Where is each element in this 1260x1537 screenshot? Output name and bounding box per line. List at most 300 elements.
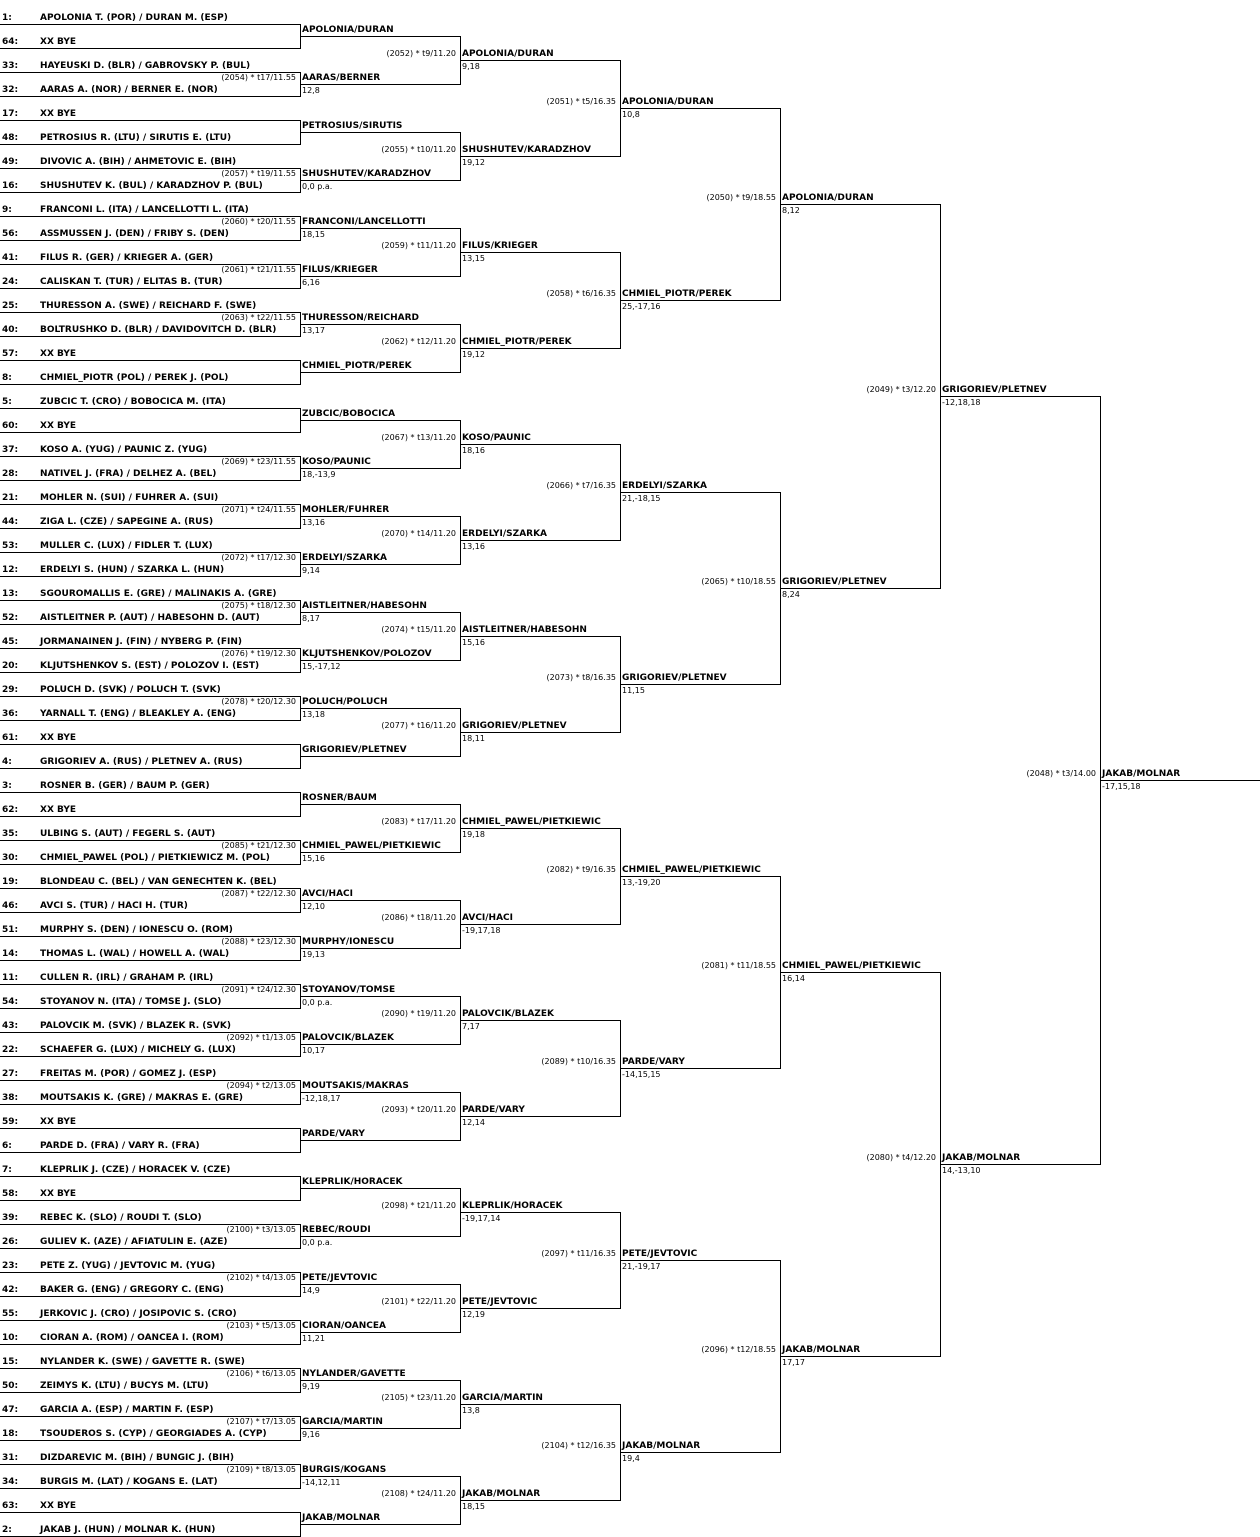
entry-name: XX BYE <box>40 1117 77 1127</box>
winner-line <box>300 372 461 373</box>
winner-line <box>300 1428 461 1429</box>
entry-seed: 58: <box>2 1189 19 1199</box>
match-score: 18,11 <box>462 734 485 743</box>
match-winner: PETE/JEVTOVIC <box>302 1273 378 1283</box>
entry-seed: 17: <box>2 109 19 119</box>
winner-line <box>460 1404 621 1405</box>
entry-seed: 49: <box>2 157 19 167</box>
match-info: (2048) * t3/14.00 <box>1026 769 1096 778</box>
winner-line <box>300 564 461 565</box>
match-info: (2091) * t24/12.30 <box>221 985 296 994</box>
match-winner: ERDELYI/SZARKA <box>622 481 708 491</box>
entry-line <box>0 912 301 913</box>
match-score: 13,8 <box>462 1406 480 1415</box>
entry-name: AARAS A. (NOR) / BERNER E. (NOR) <box>40 85 218 95</box>
match-info: (2066) * t7/16.35 <box>546 481 616 490</box>
match-info: (2082) * t9/16.35 <box>546 865 616 874</box>
match-score: 8,24 <box>782 590 800 599</box>
match-winner: GRIGORIEV/PLETNEV <box>782 577 887 587</box>
match-winner: MURPHY/IONESCU <box>302 937 395 947</box>
entry-name: FILUS R. (GER) / KRIEGER A. (GER) <box>40 253 214 263</box>
entry-seed: 15: <box>2 1357 19 1367</box>
match-info: (2069) * t23/11.55 <box>221 457 296 466</box>
entry-name: AISTLEITNER P. (AUT) / HABESOHN D. (AUT) <box>40 613 260 623</box>
match-score: 12,10 <box>302 902 325 911</box>
entry-name: XX BYE <box>40 805 77 815</box>
entry-name: BURGIS M. (LAT) / KOGANS E. (LAT) <box>40 1477 218 1487</box>
match-winner: THURESSON/REICHARD <box>302 313 420 323</box>
entry-name: PALOVCIK M. (SVK) / BLAZEK R. (SVK) <box>40 1021 231 1031</box>
winner-line <box>300 1284 461 1285</box>
match-winner: KLEPRLIK/HORACEK <box>462 1201 563 1211</box>
entry-name: THURESSON A. (SWE) / REICHARD F. (SWE) <box>40 301 257 311</box>
entry-line <box>0 720 301 721</box>
entry-seed: 62: <box>2 805 19 815</box>
match-winner: JAKAB/MOLNAR <box>1102 769 1181 779</box>
entry-line <box>0 1344 301 1345</box>
match-info: (2097) * t11/16.35 <box>541 1249 616 1258</box>
entry-seed: 16: <box>2 181 19 191</box>
match-score: 19,18 <box>462 830 485 839</box>
match-score: 21,-18,15 <box>622 494 661 503</box>
match-score: 15,16 <box>302 854 325 863</box>
winner-line <box>780 588 941 589</box>
entry-name: XX BYE <box>40 1189 77 1199</box>
match-info: (2071) * t24/11.55 <box>221 505 296 514</box>
entry-name: ZEIMYS K. (LTU) / BUCYS M. (LTU) <box>40 1381 209 1391</box>
winner-line <box>300 36 461 37</box>
match-score: 19,4 <box>622 1454 640 1463</box>
entry-seed: 64: <box>2 37 19 47</box>
entry-name: MULLER C. (LUX) / FIDLER T. (LUX) <box>40 541 213 551</box>
entry-name: ZIGA L. (CZE) / SAPEGINE A. (RUS) <box>40 517 214 527</box>
match-winner: KLEPRLIK/HORACEK <box>302 1177 403 1187</box>
entry-line <box>0 384 301 385</box>
entry-name: BOLTRUSHKO D. (BLR) / DAVIDOVITCH D. (BLR) <box>40 325 277 335</box>
match-score: 13,16 <box>462 542 485 551</box>
match-score: -14,12,11 <box>302 1478 341 1487</box>
entry-seed: 11: <box>2 973 19 983</box>
entry-name: XX BYE <box>40 109 77 119</box>
entry-seed: 55: <box>2 1309 19 1319</box>
match-score: 11,15 <box>622 686 645 695</box>
entry-name: CALISKAN T. (TUR) / ELITAS B. (TUR) <box>40 277 223 287</box>
entry-line <box>0 1056 301 1057</box>
match-score: 18,15 <box>302 230 325 239</box>
winner-line <box>300 420 461 421</box>
entry-name: FREITAS M. (POR) / GOMEZ J. (ESP) <box>40 1069 217 1079</box>
entry-line <box>0 816 301 817</box>
entry-line <box>0 1440 301 1441</box>
match-score: 19,12 <box>462 350 485 359</box>
entry-name: CHMIEL_PIOTR (POL) / PEREK J. (POL) <box>40 373 229 383</box>
match-info: (2070) * t14/11.20 <box>381 529 456 538</box>
entry-line <box>0 1104 301 1105</box>
entry-name: HAYEUSKI D. (BLR) / GABROVSKY P. (BUL) <box>40 61 251 71</box>
match-winner: PALOVCIK/BLAZEK <box>302 1033 394 1043</box>
match-score: 9,14 <box>302 566 320 575</box>
match-score: 14,9 <box>302 1286 320 1295</box>
match-score: 13,15 <box>462 254 485 263</box>
match-winner: ZUBCIC/BOBOCICA <box>302 409 396 419</box>
entry-line <box>0 768 301 769</box>
winner-line <box>300 612 461 613</box>
entry-name: KOSO A. (YUG) / PAUNIC Z. (YUG) <box>40 445 208 455</box>
match-info: (2098) * t21/11.20 <box>381 1201 456 1210</box>
winner-line <box>620 1452 781 1453</box>
entry-seed: 48: <box>2 133 19 143</box>
entry-seed: 43: <box>2 1021 19 1031</box>
entry-seed: 35: <box>2 829 19 839</box>
entry-seed: 6: <box>2 1141 12 1151</box>
match-score: 12,14 <box>462 1118 485 1127</box>
entry-line <box>0 864 301 865</box>
match-winner: PETE/JEVTOVIC <box>622 1249 698 1259</box>
entry-seed: 10: <box>2 1333 19 1343</box>
entry-seed: 25: <box>2 301 19 311</box>
match-winner: APOLONIA/DURAN <box>622 97 714 107</box>
entry-line <box>0 1488 301 1489</box>
entry-seed: 33: <box>2 61 19 71</box>
match-winner: JAKAB/MOLNAR <box>302 1513 381 1523</box>
entry-line <box>0 96 301 97</box>
match-info: (2106) * t6/13.05 <box>226 1369 296 1378</box>
match-winner: CHMIEL_PAWEL/PIETKIEWIC <box>462 817 601 827</box>
entry-seed: 41: <box>2 253 19 263</box>
match-winner: PARDE/VARY <box>622 1057 685 1067</box>
match-winner: PALOVCIK/BLAZEK <box>462 1009 554 1019</box>
entry-name: JERKOVIC J. (CRO) / JOSIPOVIC S. (CRO) <box>40 1309 237 1319</box>
entry-name: MURPHY S. (DEN) / IONESCU O. (ROM) <box>40 925 233 935</box>
entry-name: JORMANAINEN J. (FIN) / NYBERG P. (FIN) <box>40 637 243 647</box>
match-winner: SHUSHUTEV/KARADZHOV <box>302 169 431 179</box>
match-score: -12,18,17 <box>302 1094 341 1103</box>
match-score: 19,13 <box>302 950 325 959</box>
entry-name: BAKER G. (ENG) / GREGORY C. (ENG) <box>40 1285 224 1295</box>
match-winner: AARAS/BERNER <box>302 73 381 83</box>
match-winner: GRIGORIEV/PLETNEV <box>622 673 727 683</box>
entry-line <box>0 744 301 745</box>
match-winner: ROSNER/BAUM <box>302 793 377 803</box>
entry-line <box>0 432 301 433</box>
match-info: (2086) * t18/11.20 <box>381 913 456 922</box>
match-score: 12,8 <box>302 86 320 95</box>
match-info: (2067) * t13/11.20 <box>381 433 456 442</box>
winner-line <box>300 1380 461 1381</box>
match-info: (2075) * t18/12.30 <box>221 601 296 610</box>
match-info: (2109) * t8/13.05 <box>226 1465 296 1474</box>
entry-name: XX BYE <box>40 37 77 47</box>
match-score: 0,0 p.a. <box>302 182 333 191</box>
match-info: (2057) * t19/11.55 <box>221 169 296 178</box>
entry-name: AVCI S. (TUR) / HACI H. (TUR) <box>40 901 188 911</box>
match-info: (2063) * t22/11.55 <box>221 313 296 322</box>
entry-line <box>0 576 301 577</box>
match-info: (2050) * t9/18.55 <box>706 193 776 202</box>
match-winner: AISTLEITNER/HABESOHN <box>302 601 427 611</box>
entry-seed: 38: <box>2 1093 19 1103</box>
entry-name: REBEC K. (SLO) / ROUDI T. (SLO) <box>40 1213 202 1223</box>
match-score: -17,15,18 <box>1102 782 1141 791</box>
match-winner: GRIGORIEV/PLETNEV <box>302 745 407 755</box>
entry-seed: 46: <box>2 901 19 911</box>
entry-name: ASSMUSSEN J. (DEN) / FRIBY S. (DEN) <box>40 229 229 239</box>
entry-name: CIORAN A. (ROM) / OANCEA I. (ROM) <box>40 1333 224 1343</box>
match-info: (2077) * t16/11.20 <box>381 721 456 730</box>
entry-line <box>0 48 301 49</box>
match-info: (2093) * t20/11.20 <box>381 1105 456 1114</box>
match-score: -19,17,18 <box>462 926 501 935</box>
entry-name: NATIVEL J. (FRA) / DELHEZ A. (BEL) <box>40 469 217 479</box>
entry-line <box>0 1248 301 1249</box>
entry-line <box>0 1176 301 1177</box>
entry-name: ROSNER B. (GER) / BAUM P. (GER) <box>40 781 210 791</box>
match-winner: PETE/JEVTOVIC <box>462 1297 538 1307</box>
match-info: (2072) * t17/12.30 <box>221 553 296 562</box>
entry-seed: 4: <box>2 757 12 767</box>
match-score: 21,-19,17 <box>622 1262 661 1271</box>
match-score: 15,-17,12 <box>302 662 341 671</box>
match-score: 13,17 <box>302 326 325 335</box>
match-info: (2087) * t22/12.30 <box>221 889 296 898</box>
match-info: (2102) * t4/13.05 <box>226 1273 296 1282</box>
entry-name: CULLEN R. (IRL) / GRAHAM P. (IRL) <box>40 973 214 983</box>
winner-line <box>300 756 461 757</box>
match-winner: APOLONIA/DURAN <box>302 25 394 35</box>
entry-name: XX BYE <box>40 1501 77 1511</box>
entry-name: SCHAEFER G. (LUX) / MICHELY G. (LUX) <box>40 1045 236 1055</box>
entry-seed: 5: <box>2 397 12 407</box>
entry-seed: 12: <box>2 565 19 575</box>
entry-name: ZUBCIC T. (CRO) / BOBOCICA M. (ITA) <box>40 397 226 407</box>
match-info: (2052) * t9/11.20 <box>386 49 456 58</box>
entry-line <box>0 1296 301 1297</box>
entry-line <box>0 1512 301 1513</box>
entry-line <box>0 192 301 193</box>
match-info: (2058) * t6/16.35 <box>546 289 616 298</box>
entry-name: PARDE D. (FRA) / VARY R. (FRA) <box>40 1141 200 1151</box>
entry-name: TSOUDEROS S. (CYP) / GEORGIADES A. (CYP) <box>40 1429 267 1439</box>
winner-line <box>620 108 781 109</box>
entry-name: STOYANOV N. (ITA) / TOMSE J. (SLO) <box>40 997 222 1007</box>
entry-seed: 24: <box>2 277 19 287</box>
entry-seed: 40: <box>2 325 19 335</box>
entry-line <box>0 624 301 625</box>
entry-seed: 13: <box>2 589 19 599</box>
match-winner: MOUTSAKIS/MAKRAS <box>302 1081 409 1091</box>
match-info: (2101) * t22/11.20 <box>381 1297 456 1306</box>
entry-seed: 61: <box>2 733 19 743</box>
match-winner: PARDE/VARY <box>302 1129 365 1139</box>
match-winner: GARCIA/MARTIN <box>302 1417 383 1427</box>
match-winner: KLJUTSHENKOV/POLOZOV <box>302 649 432 659</box>
match-winner: JAKAB/MOLNAR <box>462 1489 541 1499</box>
match-info: (2096) * t12/18.55 <box>701 1345 776 1354</box>
entry-seed: 53: <box>2 541 19 551</box>
match-winner: CHMIEL_PAWEL/PIETKIEWIC <box>622 865 761 875</box>
entry-seed: 54: <box>2 997 19 1007</box>
entry-line <box>0 1008 301 1009</box>
entry-seed: 30: <box>2 853 19 863</box>
entry-line <box>0 528 301 529</box>
entry-seed: 37: <box>2 445 19 455</box>
entry-seed: 28: <box>2 469 19 479</box>
entry-seed: 14: <box>2 949 19 959</box>
entry-seed: 31: <box>2 1453 19 1463</box>
entry-name: NYLANDER K. (SWE) / GAVETTE R. (SWE) <box>40 1357 245 1367</box>
match-info: (2085) * t21/12.30 <box>221 841 296 850</box>
match-info: (2105) * t23/11.20 <box>381 1393 456 1402</box>
entry-name: GULIEV K. (AZE) / AFIATULIN E. (AZE) <box>40 1237 228 1247</box>
match-score: 7,17 <box>462 1022 480 1031</box>
entry-name: POLUCH D. (SVK) / POLUCH T. (SVK) <box>40 685 221 695</box>
entry-seed: 44: <box>2 517 19 527</box>
entry-line <box>0 480 301 481</box>
entry-seed: 21: <box>2 493 19 503</box>
match-info: (2103) * t5/13.05 <box>226 1321 296 1330</box>
entry-seed: 34: <box>2 1477 19 1487</box>
match-winner: CIORAN/OANCEA <box>302 1321 386 1331</box>
entry-seed: 7: <box>2 1165 12 1175</box>
entry-seed: 26: <box>2 1237 19 1247</box>
match-info: (2073) * t8/16.35 <box>546 673 616 682</box>
match-winner: JAKAB/MOLNAR <box>942 1153 1021 1163</box>
entry-seed: 45: <box>2 637 19 647</box>
match-winner: CHMIEL_PIOTR/PEREK <box>462 337 572 347</box>
match-score: 11,21 <box>302 1334 325 1343</box>
entry-name: SHUSHUTEV K. (BUL) / KARADZHOV P. (BUL) <box>40 181 263 191</box>
entry-name: PETE Z. (YUG) / JEVTOVIC M. (YUG) <box>40 1261 216 1271</box>
entry-name: THOMAS L. (WAL) / HOWELL A. (WAL) <box>40 949 230 959</box>
entry-name: DIVOVIC A. (BIH) / AHMETOVIC E. (BIH) <box>40 157 237 167</box>
match-score: 18,-13,9 <box>302 470 336 479</box>
entry-seed: 20: <box>2 661 19 671</box>
match-winner: POLUCH/POLUCH <box>302 697 388 707</box>
winner-line <box>300 84 461 85</box>
match-score: 6,16 <box>302 278 320 287</box>
entry-seed: 60: <box>2 421 19 431</box>
match-info: (2092) * t1/13.05 <box>226 1033 296 1042</box>
entry-seed: 23: <box>2 1261 19 1271</box>
entry-name: MOUTSAKIS K. (GRE) / MAKRAS E. (GRE) <box>40 1093 244 1103</box>
match-info: (2080) * t4/12.20 <box>866 1153 936 1162</box>
match-score: 13,16 <box>302 518 325 527</box>
match-score: 18,15 <box>462 1502 485 1511</box>
match-winner: KOSO/PAUNIC <box>462 433 531 443</box>
match-score: 9,19 <box>302 1382 320 1391</box>
entry-seed: 51: <box>2 925 19 935</box>
entry-line <box>0 408 301 409</box>
entry-seed: 2: <box>2 1525 12 1535</box>
match-info: (2081) * t11/18.55 <box>701 961 776 970</box>
entry-seed: 42: <box>2 1285 19 1295</box>
match-info: (2088) * t23/12.30 <box>221 937 296 946</box>
match-score: 8,12 <box>782 206 800 215</box>
entry-line <box>0 120 301 121</box>
match-winner: JAKAB/MOLNAR <box>622 1441 701 1451</box>
match-winner: APOLONIA/DURAN <box>462 49 554 59</box>
entry-name: PETROSIUS R. (LTU) / SIRUTIS E. (LTU) <box>40 133 232 143</box>
entry-seed: 9: <box>2 205 12 215</box>
entry-line <box>0 1128 301 1129</box>
entry-line <box>0 24 301 25</box>
entry-seed: 57: <box>2 349 19 359</box>
match-info: (2059) * t11/11.20 <box>381 241 456 250</box>
entry-name: GARCIA A. (ESP) / MARTIN F. (ESP) <box>40 1405 214 1415</box>
match-winner: CHMIEL_PAWEL/PIETKIEWIC <box>302 841 441 851</box>
entry-line <box>0 144 301 145</box>
entry-seed: 19: <box>2 877 19 887</box>
winner-line <box>300 1188 461 1189</box>
match-info: (2090) * t19/11.20 <box>381 1009 456 1018</box>
match-score: 10,8 <box>622 110 640 119</box>
entry-name: FRANCONI L. (ITA) / LANCELLOTTI L. (ITA) <box>40 205 249 215</box>
match-info: (2051) * t5/16.35 <box>546 97 616 106</box>
match-winner: FRANCONI/LANCELLOTTI <box>302 217 426 227</box>
match-winner: PARDE/VARY <box>462 1105 525 1115</box>
match-info: (2060) * t20/11.55 <box>221 217 296 226</box>
entry-seed: 36: <box>2 709 19 719</box>
match-score: 18,16 <box>462 446 485 455</box>
match-winner: CHMIEL_PIOTR/PEREK <box>622 289 732 299</box>
winner-line <box>300 132 461 133</box>
entry-seed: 32: <box>2 85 19 95</box>
entry-seed: 50: <box>2 1381 19 1391</box>
match-score: -19,17,14 <box>462 1214 501 1223</box>
match-score: 10,17 <box>302 1046 325 1055</box>
match-winner: ERDELYI/SZARKA <box>462 529 548 539</box>
entry-name: MOHLER N. (SUI) / FUHRER A. (SUI) <box>40 493 219 503</box>
match-winner: GARCIA/MARTIN <box>462 1393 543 1403</box>
match-winner: KOSO/PAUNIC <box>302 457 371 467</box>
entry-seed: 27: <box>2 1069 19 1079</box>
match-score: 16,14 <box>782 974 805 983</box>
match-score: 13,18 <box>302 710 325 719</box>
match-winner: FILUS/KRIEGER <box>302 265 378 275</box>
entry-name: YARNALL T. (ENG) / BLEAKLEY A. (ENG) <box>40 709 237 719</box>
match-info: (2062) * t12/11.20 <box>381 337 456 346</box>
match-winner: FILUS/KRIEGER <box>462 241 538 251</box>
entry-seed: 29: <box>2 685 19 695</box>
entry-line <box>0 1392 301 1393</box>
match-info: (2055) * t10/11.20 <box>381 145 456 154</box>
match-winner: BURGIS/KOGANS <box>302 1465 387 1475</box>
entry-name: BLONDEAU C. (BEL) / VAN GENECHTEN K. (BEL) <box>40 877 277 887</box>
entry-line <box>0 792 301 793</box>
match-info: (2108) * t24/11.20 <box>381 1489 456 1498</box>
match-winner: AVCI/HACI <box>462 913 514 923</box>
match-score: 14,-13,10 <box>942 1166 981 1175</box>
match-winner: PETROSIUS/SIRUTIS <box>302 121 403 131</box>
entry-seed: 47: <box>2 1405 19 1415</box>
match-winner: JAKAB/MOLNAR <box>782 1345 861 1355</box>
winner-line <box>300 1140 461 1141</box>
entry-name: XX BYE <box>40 421 77 431</box>
match-winner: REBEC/ROUDI <box>302 1225 371 1235</box>
entry-line <box>0 336 301 337</box>
entry-name: XX BYE <box>40 349 77 359</box>
match-score: 9,18 <box>462 62 480 71</box>
match-info: (2065) * t10/18.55 <box>701 577 776 586</box>
entry-name: KLEPRLIK J. (CZE) / HORACEK V. (CZE) <box>40 1165 231 1175</box>
match-score: 13,-19,20 <box>622 878 661 887</box>
entry-seed: 63: <box>2 1501 19 1511</box>
match-score: -12,18,18 <box>942 398 981 407</box>
match-winner: SHUSHUTEV/KARADZHOV <box>462 145 591 155</box>
match-winner: APOLONIA/DURAN <box>782 193 874 203</box>
match-info: (2061) * t21/11.55 <box>221 265 296 274</box>
winner-line <box>300 804 461 805</box>
